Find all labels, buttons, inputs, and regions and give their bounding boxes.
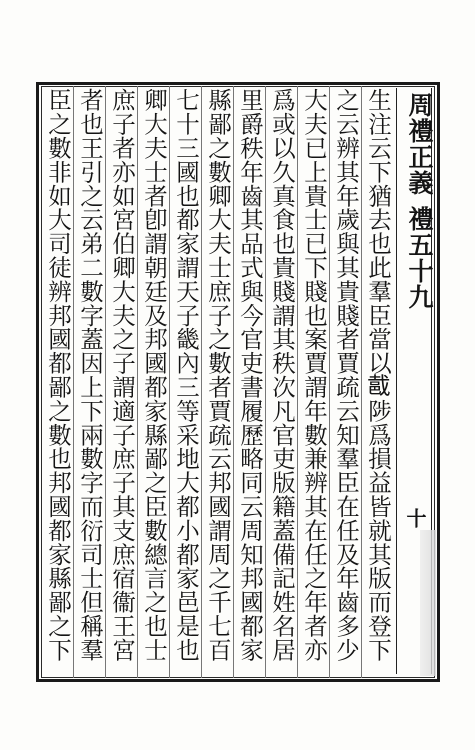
column-rule xyxy=(233,86,234,678)
book-title: 周禮正義 xyxy=(405,92,434,196)
column-rule xyxy=(297,86,298,678)
folio-number: 十 xyxy=(403,508,427,528)
column-rule xyxy=(361,86,362,678)
text-column: 庶子者亦如宮伯卿大夫之子謂適子庶子其支庶宿衞王宮 xyxy=(108,88,136,662)
text-column: 爲或以久真食也貴賤謂其秩次凡官吏版籍蓋備記姓名居 xyxy=(268,88,296,662)
column-rule xyxy=(73,86,74,678)
text-column: 縣鄙之數卿大夫士庶子之數者賈疏云邦國謂周之千七百 xyxy=(204,88,232,662)
text-column: 生注云下猶去也此羣臣當以𨚵陟爲損益皆就其版而登下 xyxy=(364,88,392,662)
scan-shadow xyxy=(420,530,436,676)
text-column: 七十三國也都家謂天子畿內三等采地大都小都家邑是也 xyxy=(172,88,200,662)
text-column: 卿大夫士者卽謂朝廷及邦國都家縣鄙之臣數總言之也士 xyxy=(140,88,168,662)
column-rule xyxy=(169,86,170,678)
column-rule xyxy=(105,86,106,678)
text-column: 者也王引之云弟二數字蓋因上下兩數字而衍司士但稱羣 xyxy=(76,88,104,662)
text-column: 之云辨其年歲與其貴賤者賈疏云知羣臣在任及年齒多少 xyxy=(332,88,360,662)
text-column: 臣之數非如大司徒辨邦國都鄙之數也邦國都家縣鄙之下 xyxy=(44,88,72,662)
column-rule xyxy=(137,86,138,678)
column-rule xyxy=(265,86,266,678)
column-rule xyxy=(201,86,202,678)
text-column: 里爵秩年齒其品式與今官吏書履歷略同云周知邦國都家 xyxy=(236,88,264,662)
column-rule xyxy=(329,86,330,678)
text-column: 大夫已上貴士已下賤也案賈謂年數兼辨其在任之年者亦 xyxy=(300,88,328,662)
juan-label: 禮五十九 xyxy=(405,206,434,310)
